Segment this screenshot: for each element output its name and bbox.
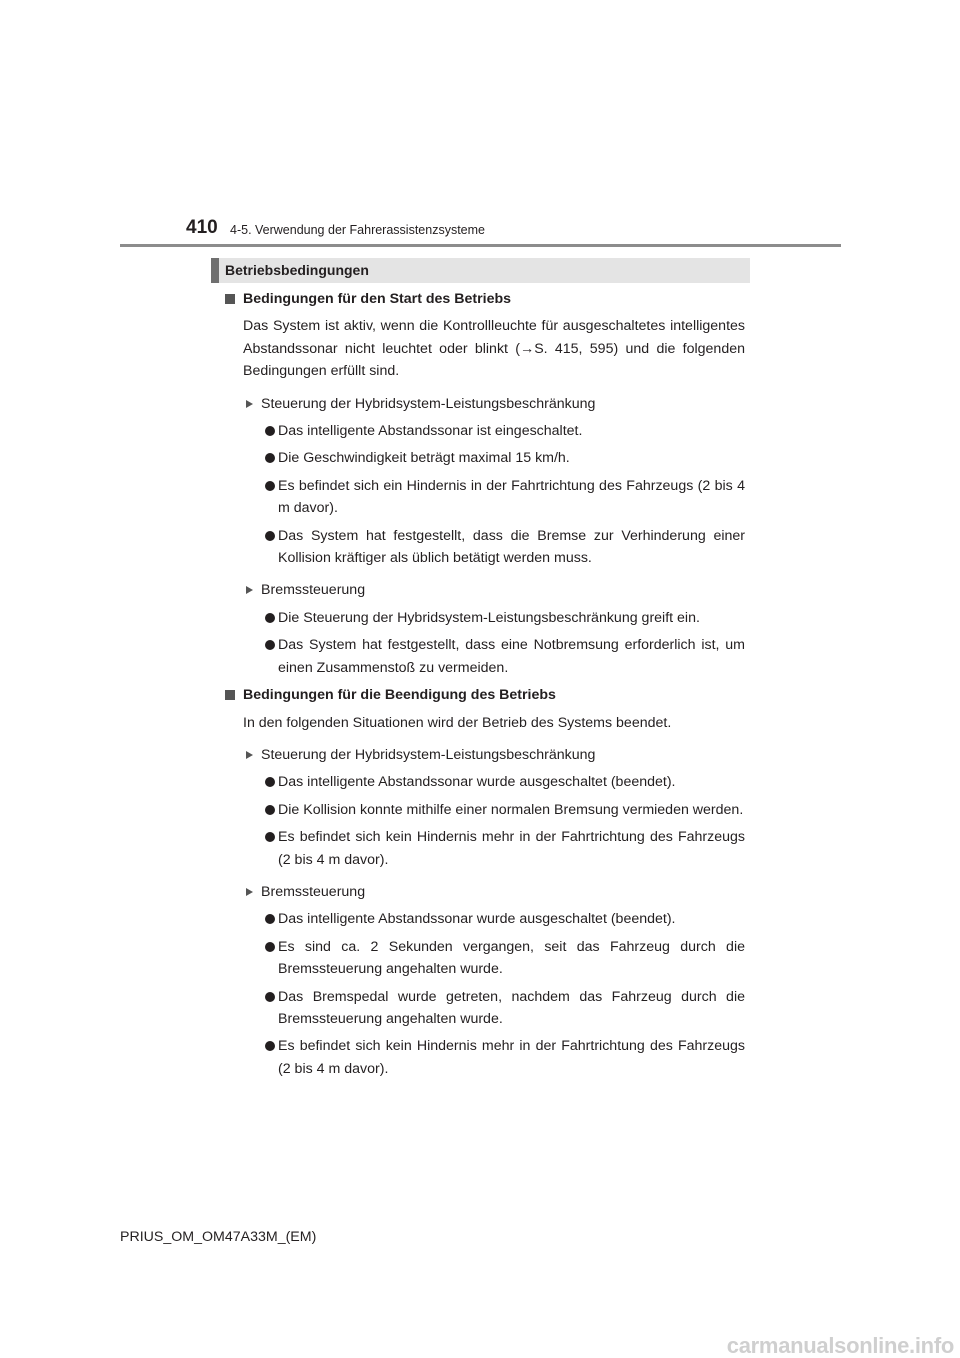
end-group-1-title (224, 744, 745, 766)
circle-bullet-icon (265, 426, 275, 436)
circle-bullet-icon (265, 1041, 275, 1051)
section-heading-bar (211, 258, 219, 283)
end-group-2-title (224, 881, 745, 903)
start-group-1-title (224, 393, 745, 415)
list-item-text: Das intelligente Abstandssonar ist eingeschaltet. (278, 423, 583, 440)
circle-bullet-icon (265, 992, 275, 1002)
list-item (224, 826, 745, 871)
group-title-text: Bremssteuerung (261, 582, 366, 599)
circle-bullet-icon (265, 640, 275, 650)
list-item-text: Es befindet sich kein Hindernis mehr in der Fahrtrichtung des Fahrzeugs (2 bis 4 m davor). (278, 1038, 745, 1077)
group-title-text: Steuerung der Hybridsystem-Leistungsbeschränkung (261, 395, 596, 412)
triangle-bullet-icon (246, 888, 253, 896)
list-item (224, 447, 745, 469)
triangle-bullet-icon (246, 400, 253, 408)
section-heading (211, 258, 750, 283)
list-item (224, 986, 745, 1031)
group-title-text: Bremssteuerung (261, 883, 366, 900)
list-item-text: Das intelligente Abstandssonar wurde ausgeschaltet (beendet). (278, 911, 676, 928)
group-title-text: Steuerung der Hybridsystem-Leistungsbeschränkung (261, 746, 596, 763)
footer-code: PRIUS_OM_OM47A33M_(EM) (120, 1229, 317, 1245)
page-number: 410 (186, 217, 218, 238)
start-intro-paragraph: Das System ist aktiv, wenn die Kontrollleuchte für ausgeschaltetes intelligentes Abstandssonar nicht leuchtet oder blinkt (→S. 415, 595) und die folgenden Bedingungen erfüllt sind. (243, 318, 745, 380)
circle-bullet-icon (265, 942, 275, 952)
list-item-text: Das System hat festgestellt, dass die Bremse zur Verhinderung einer Kollision kräftiger als üblich betätigt werden muss. (278, 527, 745, 567)
start-group-2-title (224, 579, 745, 601)
list-item-text: Das intelligente Abstandssonar wurde ausgeschaltet (beendet). (278, 774, 676, 791)
header-rule (120, 244, 841, 247)
list-item-text: Die Steuerung der Hybridsystem-Leistungsbeschränkung greift ein. (278, 609, 700, 626)
list-item-text: Das Bremspedal wurde getreten, nachdem das Fahrzeug durch die Bremssteuerung angehalten wurde. (278, 988, 745, 1027)
list-item-text: Die Geschwindigkeit beträgt maximal 15 km/h. (278, 450, 570, 467)
list-item-text: Es sind ca. 2 Sekunden vergangen, seit das Fahrzeug durch die Bremssteuerung angehalten wurde. (278, 938, 745, 978)
circle-bullet-icon (265, 613, 275, 623)
list-item (224, 607, 745, 629)
sub-heading-start (224, 288, 745, 310)
sub-heading-text: Bedingungen für die Beendigung des Betriebs (243, 687, 556, 704)
circle-bullet-icon (265, 453, 275, 463)
chapter-title: 4-5. Verwendung der Fahrerassistenzsysteme (230, 223, 485, 237)
circle-bullet-icon (265, 832, 275, 842)
list-item-text: Es befindet sich ein Hindernis in der Fahrtrichtung des Fahrzeugs (2 bis 4 m davor). (278, 477, 745, 517)
circle-bullet-icon (265, 531, 275, 541)
section-heading-text: Betriebsbedingungen (225, 262, 369, 278)
list-item (224, 525, 745, 570)
list-item-text: Die Kollision konnte mithilfe einer normalen Bremsung vermieden werden. (278, 801, 744, 818)
triangle-bullet-icon (246, 586, 253, 594)
list-item-text: Es befindet sich kein Hindernis mehr in der Fahrtrichtung des Fahrzeugs (2 bis 4 m davor). (278, 829, 745, 868)
list-item (224, 420, 745, 442)
list-item (224, 771, 745, 793)
circle-bullet-icon (265, 777, 275, 787)
circle-bullet-icon (265, 805, 275, 815)
list-item-text: Das System hat festgestellt, dass eine Notbremsung erforderlich ist, um einen Zusammenstoß zu vermeiden. (278, 637, 745, 676)
circle-bullet-icon (265, 914, 275, 924)
content (224, 288, 745, 1085)
circle-bullet-icon (265, 481, 275, 491)
list-item (224, 936, 745, 981)
end-intro-paragraph: In den folgenden Situationen wird der Betrieb des Systems beendet. (243, 714, 672, 731)
sub-heading-text: Bedingungen für den Start des Betriebs (243, 291, 512, 307)
watermark-logo: carmanualsonline.info (726, 1333, 954, 1358)
list-item (224, 799, 745, 821)
sub-heading-end (224, 684, 745, 706)
square-bullet-icon (225, 690, 235, 700)
list-item (224, 908, 745, 930)
list-item (224, 475, 745, 520)
triangle-bullet-icon (246, 751, 253, 759)
list-item (224, 1035, 745, 1080)
square-bullet-icon (225, 294, 235, 304)
list-item (224, 634, 745, 679)
